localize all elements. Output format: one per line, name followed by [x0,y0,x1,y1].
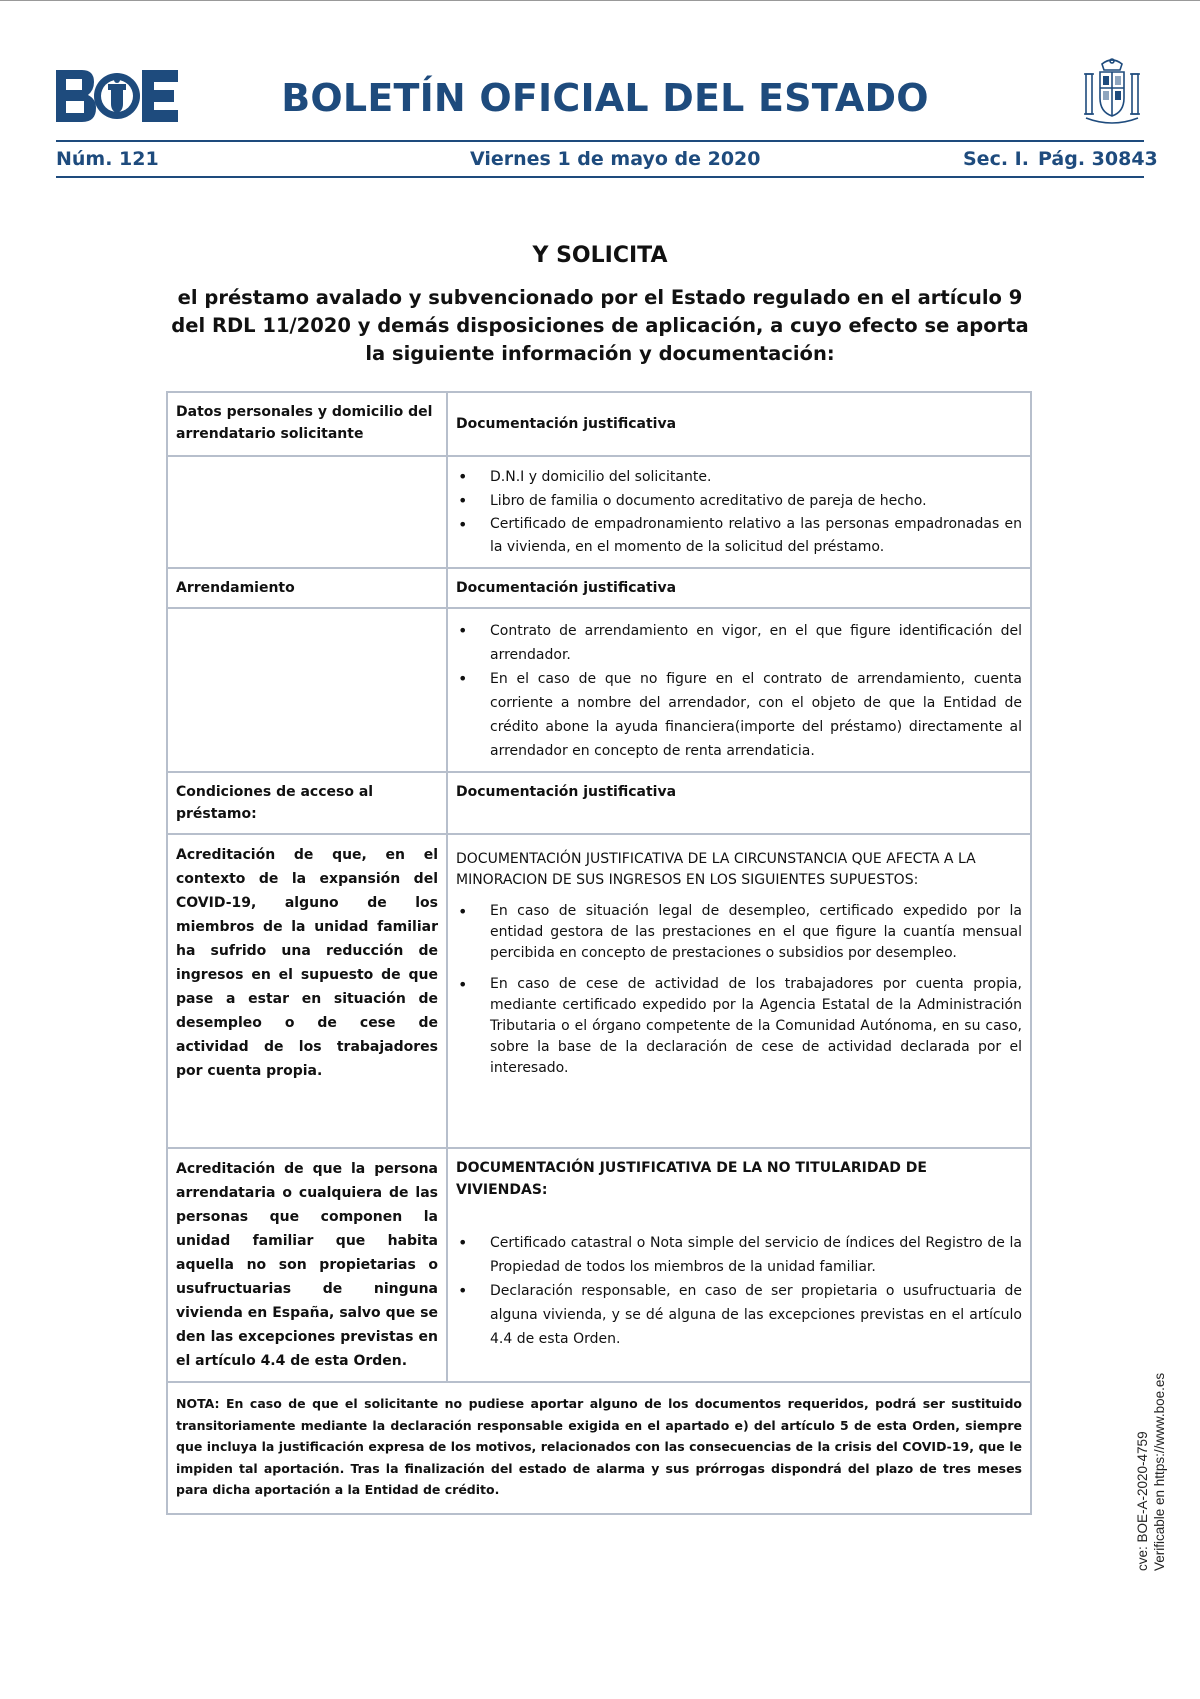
doc-list-cell [447,834,1031,1148]
header-rule-bottom [56,176,1144,178]
coat-of-arms-icon [1080,58,1144,128]
list-item: • Certificado de empadronamiento relativo a las personas empadronadas en la vivienda, en el momento de la solicitud del préstamo. [456,513,1022,559]
page-number: Pág. 30843 [1038,148,1158,170]
section-label: Sec. I. [963,148,1029,170]
list-item: • En el caso de que no figure en el contrato de arrendamiento, cuenta corriente a nombre del arrendador, con el objeto de que la Entidad de crédito abone la ayuda financiera(importe del préstamo) directamente al arrendador en concepto de renta arrendaticia. [456,667,1022,763]
list-item: • Certificado catastral o Nota simple del servicio de índices del Registro de la Propiedad de todos los miembros de la unidad familiar. [456,1231,1022,1279]
gazette-title: BOLETÍN OFICIAL DEL ESTADO [281,76,929,120]
issue-date: Viernes 1 de mayo de 2020 [470,148,761,170]
documentation-table [166,391,1032,1515]
table-row [167,608,1031,772]
list-item: • Libro de familia o documento acreditativo de pareja de hecho. [456,489,1022,513]
list-item: • En caso de cese de actividad de los trabajadores por cuenta propia, mediante certificado expedido por la Agencia Estatal de la Administración Tributaria o el órgano competente de la Comunidad Autónoma, en su caso, sobre la base de la declaración de cese de actividad declarada por el interesado. [456,974,1022,1079]
header-rule-top [56,140,1144,142]
note-text: NOTA: En caso de que el solicitante no pudiese aportar alguno de los documentos requeridos, podrá ser sustituido transitoriamente mediante la declaración responsable exigida en el apartado e) del artículo 5 de esta Orden, siempre que incluya la justificación expresa de los motivos, relacionados con las consecuencias de la crisis del COVID-19, que le impiden tal aportación. Tras la finalización del estado de alarma y sus prórrogas dispondrá del plazo de tres meses para dicha aportación a la Entidad de crédito. [167,1382,1031,1514]
row-label: Condiciones de acceso al préstamo: [167,772,447,834]
verification-link[interactable]: Verificable en https://www.boe.es [1152,1372,1167,1571]
row-doc-header: Documentación justificativa [447,772,1031,834]
table-row [167,834,1031,1148]
row-label: Arrendamiento [167,568,447,608]
top-border [0,0,1200,1]
row-label: Acreditación de que la persona arrendataria o cualquiera de las personas que componen la unidad familiar que habita aquella no son propietarias o usufructuarias de ninguna vivienda en España, salvo que se den las excepciones previstas en el artículo 4.4 de esta Orden. [167,1148,447,1382]
list-item: • Declaración responsable, en caso de ser propietaria o usufructuaria de alguna vivienda, y se dé alguna de las excepciones previstas en el artículo 4.4 de esta Orden. [456,1279,1022,1351]
empty-cell [167,456,447,568]
doc-section-title: DOCUMENTACIÓN JUSTIFICATIVA DE LA NO TITULARIDAD DE VIVIENDAS: [456,1160,927,1198]
table-row [167,392,1031,456]
issue-number: Núm. 121 [56,148,159,170]
empty-cell [167,608,447,772]
doc-section-title: DOCUMENTACIÓN JUSTIFICATIVA DE LA CIRCUNSTANCIA QUE AFECTA A LA MINORACION DE SUS INGRESOS EN LOS SIGUIENTES SUPUESTOS: [456,851,976,888]
row-doc-header: Documentación justificativa [447,568,1031,608]
section-heading: Y SOLICITA [532,243,668,268]
table-row [167,1382,1031,1514]
cve-code: cve: BOE-A-2020-4759 [1135,1431,1150,1571]
row-doc-header: Documentación justificativa [447,392,1031,456]
doc-list-cell [447,1148,1031,1382]
list-item: • En caso de situación legal de desempleo, certificado expedido por la entidad gestora de las prestaciones en el que figure la cuantía mensual percibida en concepto de prestaciones o subsidios por desempleo. [456,901,1022,964]
row-label: Datos personales y domicilio del arrendatario solicitante [167,392,447,456]
table-row [167,1148,1031,1382]
doc-list-cell [447,608,1031,772]
doc-list-cell [447,456,1031,568]
table-row [167,456,1031,568]
intro-paragraph: el préstamo avalado y subvencionado por el Estado regulado en el artículo 9 del RDL 11/2020 y demás disposiciones de aplicación, a cuyo efecto se aporta la siguiente información y documentación: [171,286,1029,365]
list-item: • Contrato de arrendamiento en vigor, en el que figure identificación del arrendador. [456,619,1022,667]
boe-logo-icon [56,70,178,122]
table-row [167,568,1031,608]
list-item: • D.N.I y domicilio del solicitante. [456,465,1022,489]
table-row [167,772,1031,834]
row-label: Acreditación de que, en el contexto de la expansión del COVID-19, alguno de los miembros de la unidad familiar ha sufrido una reducción de ingresos en el supuesto de que pase a estar en situación de desempleo o de cese de actividad de los trabajadores por cuenta propia. [167,834,447,1148]
